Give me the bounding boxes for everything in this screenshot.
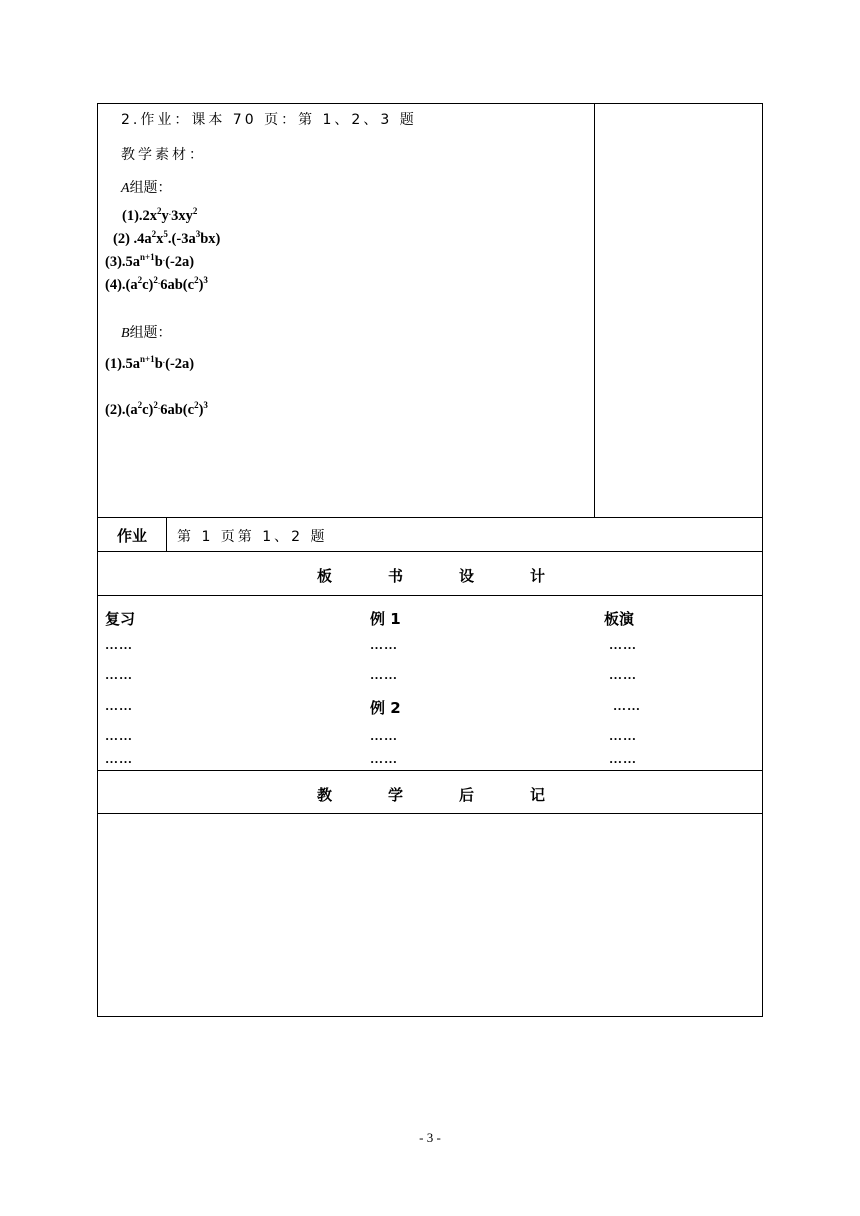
board-design-heading-char: 计 bbox=[530, 567, 546, 585]
board-design-heading-char: 书 bbox=[388, 567, 404, 585]
group-b-label: B组题： bbox=[121, 325, 172, 341]
postscript-heading-char: 教 bbox=[317, 786, 333, 804]
homework-label: 作业 bbox=[117, 527, 148, 545]
board-cell: …… bbox=[609, 751, 637, 766]
board-cell: …… bbox=[370, 637, 398, 652]
board-cell: 例 2 bbox=[370, 699, 401, 717]
postscript-heading-char: 后 bbox=[459, 786, 475, 804]
row-divider bbox=[98, 517, 762, 518]
board-design-heading-char: 板 bbox=[317, 567, 333, 585]
board-cell: …… bbox=[609, 667, 637, 682]
board-cell: …… bbox=[370, 667, 398, 682]
row-divider bbox=[98, 813, 762, 814]
postscript-heading-char: 记 bbox=[530, 786, 546, 804]
expression: $(1).5a^{n+1}b^\cdot(-2a)$ bbox=[105, 354, 195, 372]
expression: (2) $.4a^2x^5.(-3a^3bx)$ bbox=[113, 229, 221, 247]
board-cell: …… bbox=[370, 728, 398, 743]
column-divider bbox=[594, 104, 595, 517]
expression: $(2).(a^2c)^{2\cdot}6ab(c^2)^3$ bbox=[105, 400, 208, 418]
board-cell: …… bbox=[370, 751, 398, 766]
postscript-heading-char: 学 bbox=[388, 786, 404, 804]
board-column-title: 例 1 bbox=[370, 610, 401, 628]
board-cell: …… bbox=[609, 637, 637, 652]
board-cell: …… bbox=[105, 637, 133, 652]
row-divider bbox=[98, 551, 762, 552]
lesson-table bbox=[97, 103, 763, 1017]
row-divider bbox=[98, 595, 762, 596]
materials-title: 教学素材： bbox=[121, 147, 206, 163]
board-cell: …… bbox=[105, 728, 133, 743]
board-cell: …… bbox=[613, 698, 641, 713]
board-cell: …… bbox=[105, 698, 133, 713]
expression: $(3).5a^{n+1}b^\cdot(-2a)$ bbox=[105, 252, 195, 270]
expression: $(4).(a^2c)^{2\cdot}6ab(c^2)^3$ bbox=[105, 275, 208, 293]
page-number: - 3 - bbox=[419, 1130, 441, 1145]
group-a-label: A组题： bbox=[121, 180, 172, 196]
homework-value: 第 1 页第 1、2 题 bbox=[177, 529, 328, 545]
board-column-title: 板演 bbox=[604, 610, 635, 628]
board-cell: …… bbox=[105, 751, 133, 766]
column-divider bbox=[166, 517, 167, 551]
board-cell: …… bbox=[105, 667, 133, 682]
board-cell: …… bbox=[609, 728, 637, 743]
board-design-heading-char: 设 bbox=[459, 567, 475, 585]
homework-instruction: 2.作业：课本 70 页：第 1、2、3 题 bbox=[121, 112, 417, 128]
expression: $(1).2x^2y^\cdot 3xy^2$ bbox=[122, 206, 198, 224]
row-divider bbox=[98, 770, 762, 771]
board-column-title: 复习 bbox=[105, 610, 136, 628]
